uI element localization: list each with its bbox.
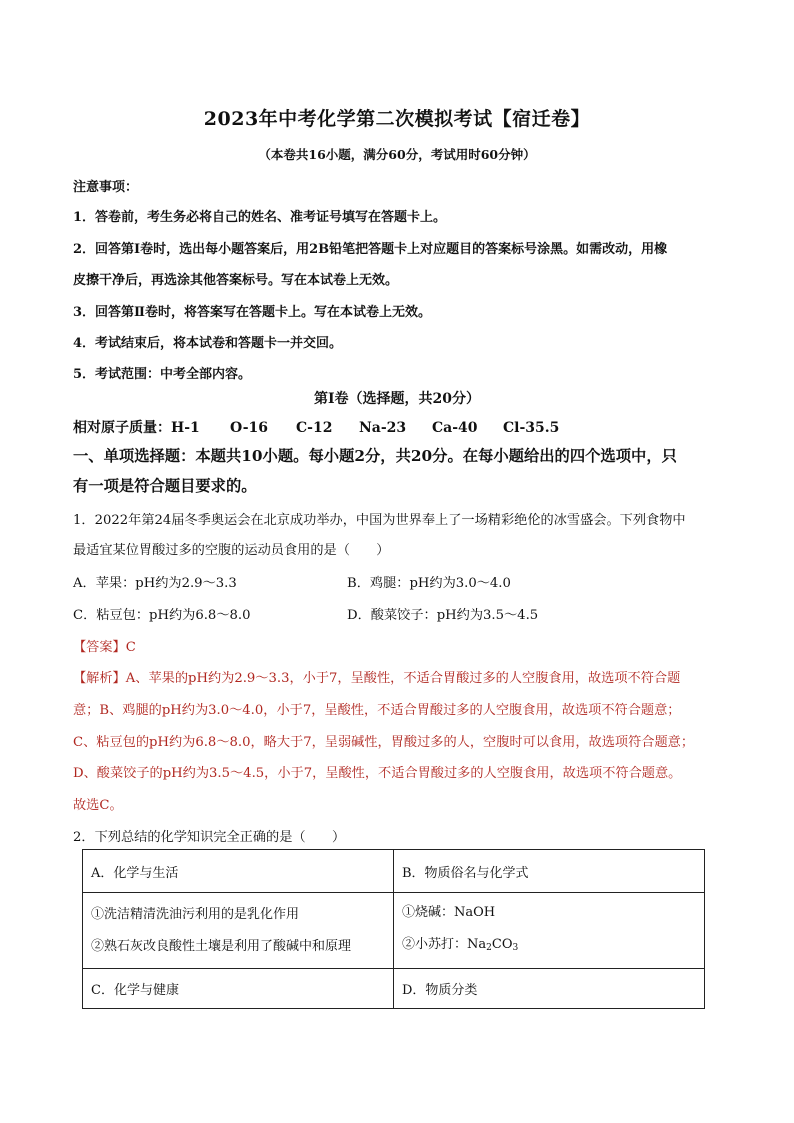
q2-a-item-1: ①洗洁精清洗油污利用的是乳化作用 <box>91 906 300 922</box>
table-row <box>83 850 705 893</box>
notes-item-5: 5．考试范围：中考全部内容。 <box>73 367 252 382</box>
atomic-mass-ca: Ca-40 <box>432 420 478 436</box>
q2-cell-c-head: C．化学与健康 <box>83 969 394 1009</box>
q2-b-item-2-mid: CO <box>491 937 513 952</box>
q1-stem-line-1: 1．2022年第24届冬季奥运会在北京成功举办，中国为世界奉上了一场精彩绝伦的冰雪盛会。下列食物中 <box>73 513 686 528</box>
table-row <box>83 893 705 969</box>
q1-option-d: D．酸菜饺子：pH约为3.5～4.5 <box>347 608 539 623</box>
q2-b-item-2 <box>402 929 696 964</box>
q2-cell-a-head: A．化学与生活 <box>83 850 394 893</box>
page-title: 2023年中考化学第二次模拟考试【宿迁卷】 <box>203 108 591 130</box>
q2-b-item-2-prefix: ②小苏打：Na <box>402 937 487 952</box>
atomic-mass-na: Na-23 <box>359 420 407 436</box>
q1-stem-line-2: 最适宜某位胃酸过多的空腹的运动员食用的是（ ） <box>73 543 390 558</box>
q1-analysis-line-1: 【解析】A、苹果的pH约为2.9～3.3，小于7，呈酸性，不适合胃酸过多的人空腹食用，故选项不符合题 <box>73 671 681 686</box>
q1-analysis-line-2: 意；B、鸡腿的pH约为3.0～4.0，小于7，呈酸性，不适合胃酸过多的人空腹食用，故选项不符合题意； <box>73 703 681 718</box>
q1-option-c: C．粘豆包：pH约为6.8～8.0 <box>73 608 251 623</box>
q2-table <box>82 849 705 1009</box>
q1-answer: 【答案】C <box>73 640 136 655</box>
atomic-mass-h: H-1 <box>171 420 200 436</box>
q2-b-item-2-sub1: 2 <box>486 943 492 953</box>
part-one-line-1: 一、单项选择题：本题共10小题。每小题2分，共20分。在每小题给出的四个选项中，只 <box>73 447 677 465</box>
q1-analysis-line-3: C、粘豆包的pH约为6.8～8.0，略大于7，呈弱碱性，胃酸过多的人，空腹时可以食用，故选项符合题意； <box>73 735 695 750</box>
atomic-mass-o: O-16 <box>230 420 269 436</box>
q1-option-b: B．鸡腿：pH约为3.0～4.0 <box>347 576 511 591</box>
notes-item-3: 3．回答第Ⅱ卷时，将答案写在答题卡上。写在本试卷上无效。 <box>73 305 432 320</box>
notes-heading: 注意事项： <box>73 180 139 195</box>
q1-analysis-line-5: 故选C。 <box>73 798 123 813</box>
atomic-mass-cl: Cl-35.5 <box>503 420 560 436</box>
q2-a-item-2: ②熟石灰改良酸性土壤是利用了酸碱中和原理 <box>91 938 352 954</box>
notes-item-1: 1．答卷前，考生务必将自己的姓名、准考证号填写在答题卡上。 <box>73 210 447 225</box>
q2-b-item-1: ①烧碱：NaOH <box>402 905 496 920</box>
q2-cell-d-head: D．物质分类 <box>394 969 705 1009</box>
q2-cell-b-head: B．物质俗名与化学式 <box>394 850 705 893</box>
atomic-mass-c: C-12 <box>296 420 333 436</box>
atomic-mass-line <box>73 417 559 437</box>
q2-cell-a-body <box>83 893 394 969</box>
q1-option-a: A．苹果：pH约为2.9～3.3 <box>73 576 237 591</box>
table-row <box>83 969 705 1009</box>
section-heading: 第Ⅰ卷（选择题，共20分） <box>313 391 481 407</box>
q2-stem: 2．下列总结的化学知识完全正确的是（ ） <box>73 830 346 845</box>
atomic-mass-label: 相对原子质量： <box>73 420 171 436</box>
q2-b-item-2-sub2: 3 <box>512 943 519 953</box>
notes-item-2: 2．回答第Ⅰ卷时，选出每小题答案后，用2B铅笔把答题卡上对应题目的答案标号涂黑。如需改动，用橡 <box>73 242 668 257</box>
notes-item-2-cont: 皮擦干净后，再选涂其他答案标号。写在本试卷上无效。 <box>73 273 399 288</box>
part-one-line-2: 有一项是符合题目要求的。 <box>73 477 257 495</box>
q1-analysis-line-4: D、酸菜饺子的pH约为3.5～4.5，小于7，呈酸性，不适合胃酸过多的人空腹食用，故选项不符合题意。 <box>73 766 682 781</box>
page-subtitle: （本卷共16小题，满分60分，考试用时60分钟） <box>258 147 536 162</box>
notes-item-4: 4．考试结束后，将本试卷和答题卡一并交回。 <box>73 336 343 351</box>
q2-cell-b-body <box>394 893 705 969</box>
